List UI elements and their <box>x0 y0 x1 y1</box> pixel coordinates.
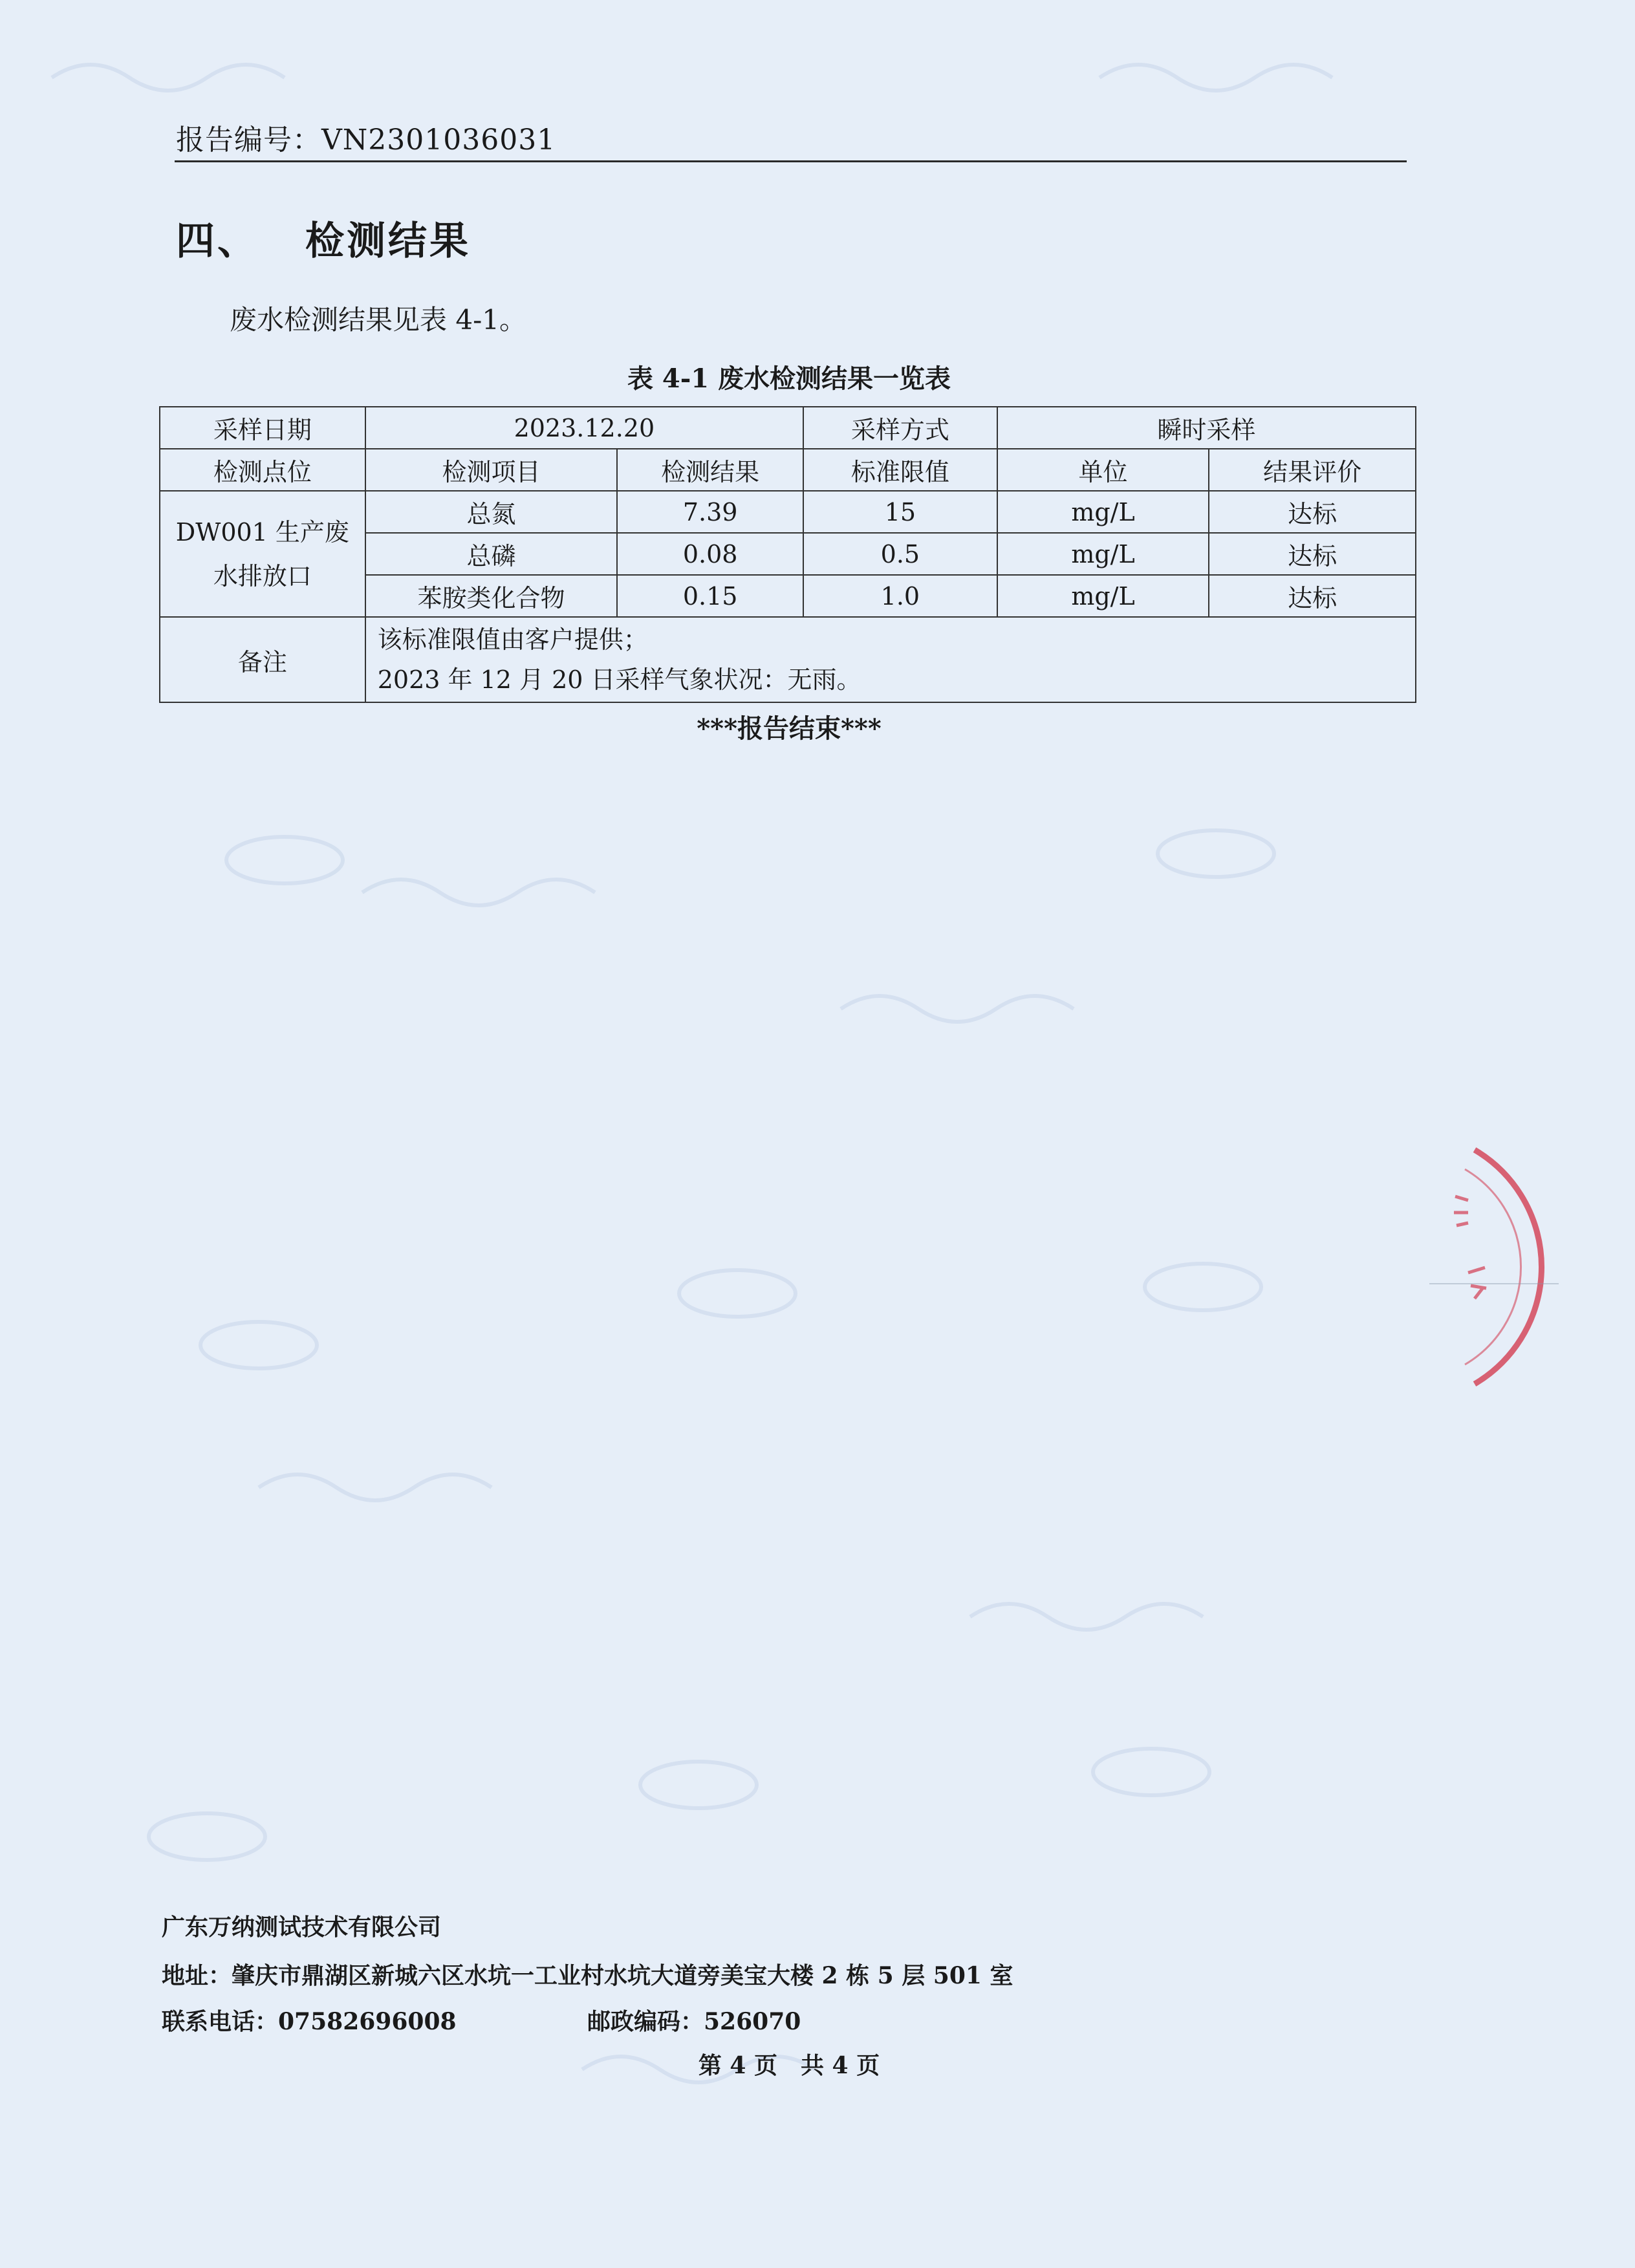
watermark-oval <box>149 1813 265 1860</box>
footer-postcode: 邮政编码：526070 <box>587 2008 801 2035</box>
sampling-date-label: 采样日期 <box>160 407 365 449</box>
red-seal-stamp <box>1429 1112 1635 1410</box>
watermark-oval <box>1145 1264 1261 1310</box>
column-header: 检测结果 <box>617 449 803 491</box>
unit: mg/L <box>997 533 1209 575</box>
sampling-date-value: 2023.12.20 <box>365 407 803 449</box>
table-meta-row <box>160 407 1416 449</box>
report-end-marker: ***报告结束*** <box>697 713 882 744</box>
test-item: 总氮 <box>365 491 618 533</box>
note-line: 该标准限值由客户提供； <box>377 625 648 654</box>
evaluation: 达标 <box>1209 533 1416 575</box>
sampling-method-label: 采样方式 <box>803 407 997 449</box>
standard-limit: 1.0 <box>803 575 997 617</box>
section-title: 检测结果 <box>305 219 471 264</box>
footer-company: 广东万纳测试技术有限公司 <box>162 1914 442 1941</box>
watermark-oval <box>640 1762 757 1808</box>
watermark-swirl <box>362 880 595 905</box>
watermark-swirl <box>970 1604 1203 1630</box>
notes-label: 备注 <box>160 617 365 702</box>
watermark-swirl <box>841 996 1074 1022</box>
test-result: 0.08 <box>617 533 803 575</box>
watermark-oval <box>226 837 343 883</box>
watermark-oval <box>200 1322 317 1368</box>
note-line: 2023 年 12 月 20 日采样气象状况：无雨。 <box>377 665 861 694</box>
watermark-swirl <box>52 65 285 91</box>
unit: mg/L <box>997 491 1209 533</box>
results-table <box>159 406 1416 703</box>
watermark-oval <box>1158 830 1274 877</box>
watermark-oval <box>1093 1749 1209 1795</box>
test-result: 0.15 <box>617 575 803 617</box>
sampling-method-value: 瞬时采样 <box>997 407 1416 449</box>
footer-address: 地址：肇庆市鼎湖区新城六区水坑一工业村水坑大道旁美宝大楼 2 栋 5 层 501 室 <box>162 1962 1013 1989</box>
column-header: 结果评价 <box>1209 449 1416 491</box>
report-number: 报告编号：VN2301036031 <box>176 124 556 157</box>
header-divider <box>175 160 1407 162</box>
column-header: 检测点位 <box>160 449 365 491</box>
test-item: 总磷 <box>365 533 618 575</box>
footer-contact <box>162 2003 801 2036</box>
evaluation: 达标 <box>1209 491 1416 533</box>
watermark-swirl <box>259 1474 492 1500</box>
sampling-site <box>160 491 365 617</box>
notes-content <box>365 617 1416 702</box>
test-item: 苯胺类化合物 <box>365 575 618 617</box>
unit: mg/L <box>997 575 1209 617</box>
table-caption: 表 4-1 废水检测结果一览表 <box>627 363 951 394</box>
standard-limit: 15 <box>803 491 997 533</box>
table-header-row <box>160 449 1416 491</box>
table-notes-row <box>160 617 1416 702</box>
sampling-site-line: DW001 生产废 <box>175 517 349 546</box>
column-header: 单位 <box>997 449 1209 491</box>
intro-text: 废水检测结果见表 4-1。 <box>230 304 526 336</box>
section-number: 四、 <box>176 219 259 264</box>
evaluation: 达标 <box>1209 575 1416 617</box>
column-header: 检测项目 <box>365 449 618 491</box>
column-header: 标准限值 <box>803 449 997 491</box>
footer-phone: 联系电话：07582696008 <box>162 2008 457 2035</box>
page-number: 第 4 页 共 4 页 <box>698 2052 880 2079</box>
watermark-oval <box>679 1270 796 1317</box>
watermark-swirl <box>1099 65 1332 91</box>
sampling-site-line: 水排放口 <box>213 561 312 590</box>
table-row <box>160 491 1416 533</box>
section-heading <box>176 210 471 266</box>
standard-limit: 0.5 <box>803 533 997 575</box>
test-result: 7.39 <box>617 491 803 533</box>
